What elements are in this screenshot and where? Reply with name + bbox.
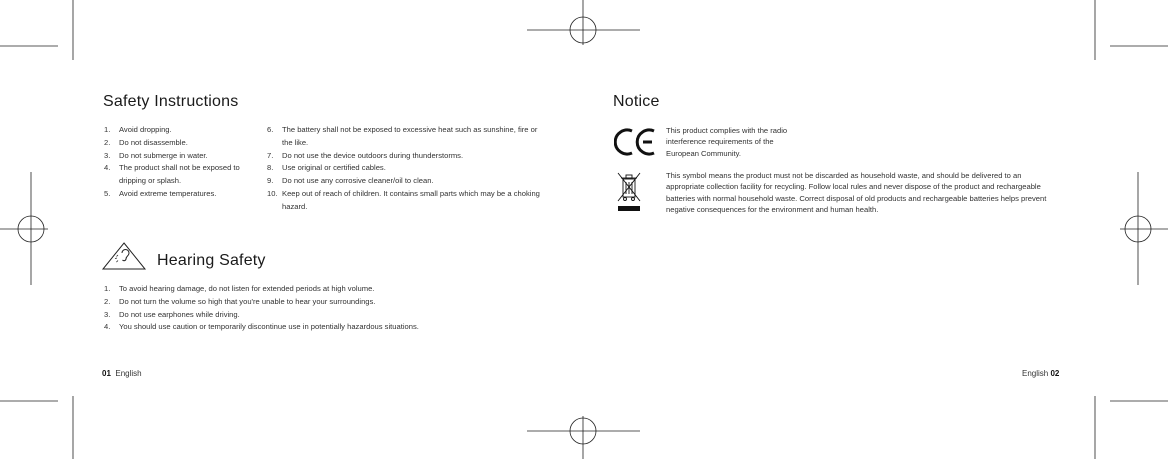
list-item [104, 296, 524, 309]
list-item-text: Avoid extreme temperatures. [119, 188, 217, 198]
list-item [104, 283, 524, 296]
ce-compliance-text: This product complies with the radio interference requirements of the European Community. [666, 126, 788, 158]
ce-mark-icon [614, 127, 658, 157]
footer-language: English [1022, 369, 1049, 378]
hearing-warning-icon [101, 241, 147, 271]
list-item-number: 6. [267, 125, 274, 134]
list-item-number: 1. [104, 284, 111, 293]
list-item-text: Do not disassemble. [119, 137, 188, 147]
list-item-text: Keep out of reach of children. It contains small parts which may be a choking hazard. [282, 188, 540, 211]
safety-list-col1 [104, 124, 256, 201]
crossed-bin-icon [616, 171, 642, 213]
list-item [104, 309, 524, 322]
list-item [267, 175, 549, 188]
list-item-number: 3. [104, 309, 111, 319]
list-item-text: Do not submerge in water. [119, 150, 208, 160]
footer-language: English [115, 369, 142, 378]
list-item-text: Avoid dropping. [119, 125, 172, 134]
list-item-number: 3. [104, 150, 111, 160]
list-item-text: The battery shall not be exposed to excessive heat such as sunshine, fire or the like. [282, 125, 538, 147]
weee-disposal-text: This symbol means the product must not be discarded as household waste, and should be delivered to an appropriate collection facility for recycling. Follow local rules and never dispose of the product and rechargeable batteries with normal household waste. Correct disposal of old products and rechargeable batteries helps prevent negative consequences for the environment and human health. [666, 171, 1047, 215]
list-item-number: 4. [104, 163, 111, 173]
list-item [267, 150, 549, 163]
list-item-text: You should use caution or temporarily discontinue use in potentially hazardous situations. [119, 322, 419, 332]
safety-list-col2 [267, 124, 549, 214]
list-item [267, 188, 549, 214]
footer-left [102, 369, 142, 378]
list-item [104, 188, 256, 201]
list-item-text: Do not use any corrosive cleaner/oil to clean. [282, 176, 434, 186]
list-item-number: 7. [267, 150, 274, 160]
list-item-text: Do not turn the volume so high that you're unable to hear your surroundings. [119, 296, 376, 306]
list-item-number: 8. [267, 163, 274, 173]
list-item [104, 162, 256, 188]
list-item-number: 2. [104, 296, 111, 306]
list-item-number: 2. [104, 137, 111, 147]
list-item-number: 9. [267, 176, 274, 186]
list-item-text: To avoid hearing damage, do not listen for extended periods at high volume. [119, 284, 375, 293]
list-item-number: 5. [104, 188, 111, 198]
list-item-text: Do not use earphones while driving. [119, 309, 240, 319]
list-item [267, 162, 549, 175]
list-item-number: 10. [267, 188, 278, 198]
list-item [104, 137, 256, 150]
page-number: 02 [1050, 369, 1060, 378]
list-item-text: Do not use the device outdoors during thunderstorms. [282, 150, 464, 160]
hearing-safety-title: Hearing Safety [157, 252, 266, 269]
footer-right [1022, 369, 1059, 378]
list-item-number: 4. [104, 322, 111, 332]
list-item-number: 1. [104, 125, 111, 134]
page-number: 01 [102, 369, 111, 378]
list-item [104, 124, 256, 137]
hearing-safety-list [104, 283, 524, 334]
list-item [104, 150, 256, 163]
safety-instructions-title: Safety Instructions [103, 93, 239, 110]
list-item-text: The product shall not be exposed to dripping or splash. [119, 163, 240, 186]
list-item-text: Use original or certified cables. [282, 163, 386, 173]
notice-title: Notice [613, 93, 660, 110]
list-item [104, 321, 524, 334]
list-item [267, 124, 549, 150]
